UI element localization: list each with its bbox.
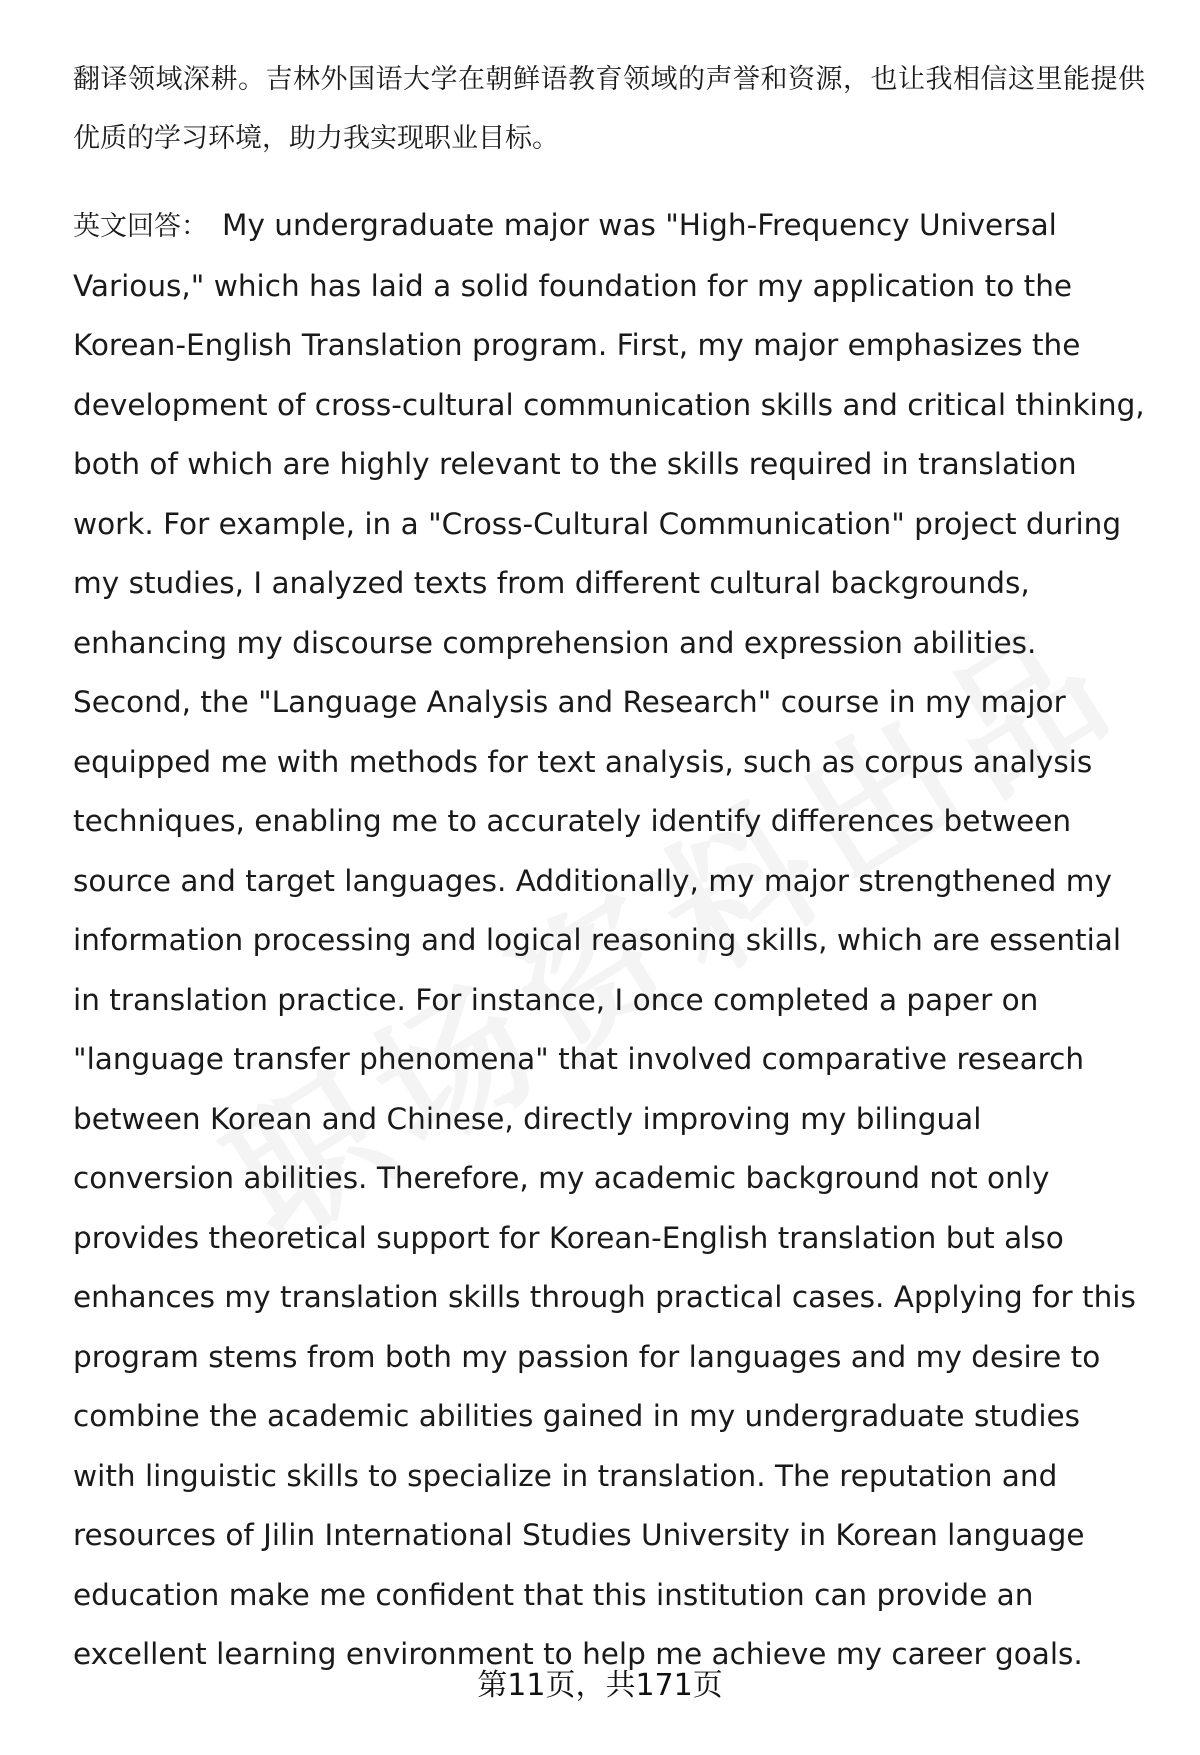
english-answer-paragraph [73,196,1145,1685]
page-number-footer: 第11页，共171页 [477,1668,723,1703]
chinese-paragraph: 翻译领域深耕。吉林外国语大学在朝鲜语教育领域的声誉和资源，也让我相信这里能提供优质的学习环境，助力我实现职业目标。 [73,64,1145,154]
english-answer-label: 英文回答： [73,211,208,242]
document-body [73,50,1145,1685]
english-answer-text: My undergraduate major was "High-Frequency Universal Various," which has laid a solid foundation for my application to the Korean-English Translation program. First, my major emphasizes the development of cross-cultural communication skills and critical thinking, both of which are highly relevant to the skills required in translation work. For example, in a "Cross-Cultural Communication" project during my studies, I analyzed texts from different cultural backgrounds, enhancing my discourse comprehension and expression abilities. Second, the "Language Analysis and Research" course in my major equipped me with methods for text analysis, such as corpus analysis techniques, enabling me to accurately identify differences between source and target languages. Additionally, my major strengthened my information processing and logical reasoning skills, which are essential in translation practice. For instance, I once completed a paper on "language transfer phenomena" that involved comparative research between Korean and Chinese, directly improving my bilingual conversion abilities. Therefore, my academic background not only provides theoretical support for Korean-English translation but also enhances my translation skills through practical cases. Applying for this program stems from both my passion for languages and my desire to combine the academic abilities gained in my undergraduate studies with linguistic skills to specialize in translation. The reputation and resources of Jilin International Studies University in Korean language education make me confident that this institution can provide an excellent learning environment to help me achieve my career goals. [73,208,1145,1671]
